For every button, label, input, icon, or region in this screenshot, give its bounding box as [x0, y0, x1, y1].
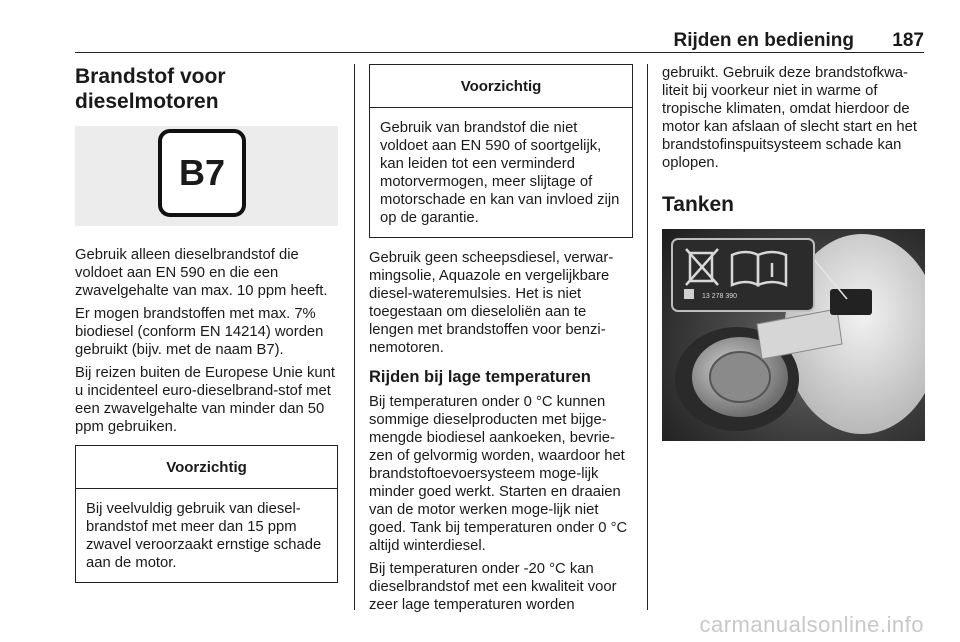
- paragraph: Er mogen brandstoffen met max. 7% biodiesel (conform EN 14214) worden gebruikt (bijv. met de naam B7).: [75, 306, 324, 358]
- page-header: [75, 30, 924, 53]
- heading-line: dieselmotoren: [75, 90, 219, 113]
- paragraph: Gebruik geen scheepsdiesel, verwar-mingsolie, Aquazole en vergelijkbare diesel-wateremulsies. Het is niet toegestaan om dieseloliën aan te lengen met brandstoffen voor benzi-nemotoren.: [369, 250, 614, 356]
- caution-box: [369, 64, 633, 238]
- column-divider: [354, 64, 355, 610]
- caution-box: [75, 445, 338, 583]
- paragraph: Bij temperaturen onder -20 °C kan dieselbrandstof met een kwaliteit voor zeer lage temperaturen worden: [369, 561, 617, 613]
- fuel-filler-photo: [662, 229, 925, 441]
- label-part-number: 13 278 390: [702, 293, 738, 300]
- watermark: carmanualsonline.info: [699, 612, 924, 637]
- page-number: 187: [892, 30, 924, 51]
- section-title: Rijden en bediening: [673, 30, 854, 51]
- section-heading: [75, 64, 338, 114]
- paragraph: gebruikt. Gebruik deze brandstofkwa-liteit bij voorkeur niet in warme of tropische klimaten, omdat hierdoor de motor kan afslaan of slecht start en het brandstofinspuitsysteem schade kan oplopen.: [662, 65, 917, 171]
- fuel-filler-illustration: [662, 229, 925, 441]
- section-heading: Tanken: [662, 193, 734, 216]
- caution-text: Gebruik van brandstof die niet voldoet aan EN 590 of soortgelijk, kan leiden tot een verminderd motorvermogen, meer slijtage of motorschade en kan van invloed zijn op de garantie.: [380, 120, 620, 226]
- paragraph: Bij temperaturen onder 0 °C kunnen sommige dieselproducten met bijge-mengde biodiesel aankoeken, bevrie-zen of gelvormig worden, waardoor het brandstoftoevoersysteem moge-lijk minder goed werkt. Starten en draaien van de motor werken moge-lijk niet goed. Tank bij temperaturen onder 0 °C altijd winterdiesel.: [369, 394, 628, 554]
- paragraph: Gebruik alleen dieselbrandstof die voldoet aan EN 590 en die een zwavelgehalte van max. 10 ppm heeft.: [75, 247, 328, 299]
- caution-text: Bij veelvuldig gebruik van diesel-brandstof met meer dan 15 ppm zwavel veroorzaakt ernstige schade aan de motor.: [86, 501, 322, 571]
- heading-line: Brandstof voor: [75, 65, 226, 88]
- caution-heading: Voorzichtig: [76, 446, 337, 489]
- b7-sign-figure: [75, 126, 338, 226]
- paragraph: Bij reizen buiten de Europese Unie kunt u incidenteel euro-dieselbrand-stof met een zwavelgehalte van minder dan 50 ppm gebruiken.: [75, 365, 335, 435]
- subheading: Rijden bij lage temperaturen: [369, 368, 591, 386]
- column-divider: [647, 64, 648, 610]
- b7-fuel-label-icon: B7: [158, 129, 246, 217]
- caution-heading: Voorzichtig: [370, 65, 632, 108]
- column-right: [662, 64, 925, 441]
- column-middle: [369, 64, 633, 614]
- column-left: [75, 64, 338, 583]
